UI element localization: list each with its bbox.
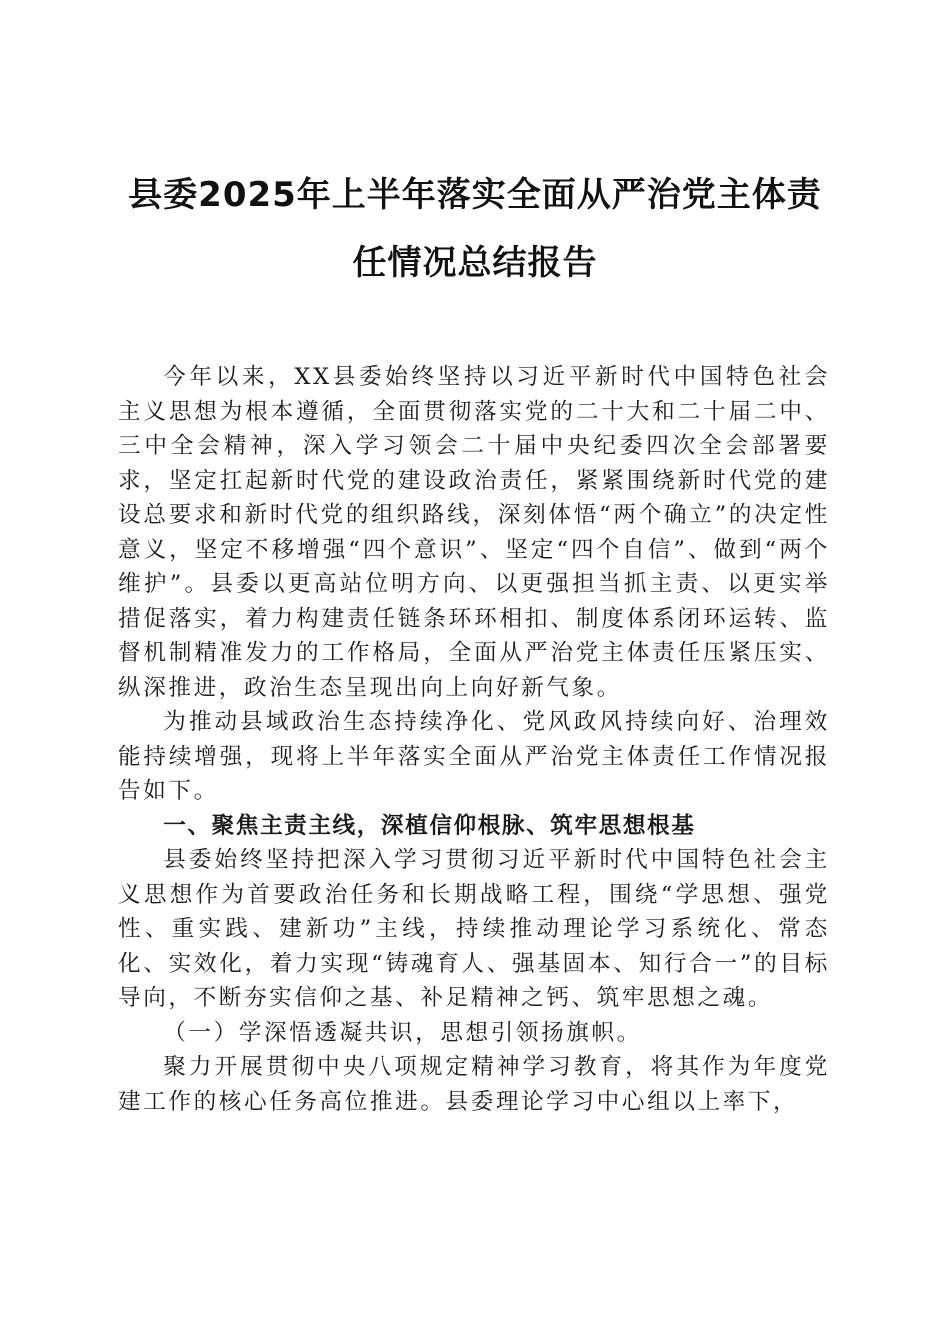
purpose-paragraph: 为推动县域政治生态持续净化、党风政风持续向好、治理效能持续增强，现将上半年落实全面从严治党主体责任工作情况报告如下。 [118, 709, 830, 804]
document-title-line-1: 县委2025年上半年落实全面从严治党主体责 [128, 175, 822, 215]
subsection-paragraph: 聚力开展贯彻中央八项规定精神学习教育，将其作为年度党建工作的核心任务高位推进。县委理论学习中心组以上率下， [118, 1054, 830, 1115]
section-paragraph: 县委始终坚持把深入学习贯彻习近平新时代中国特色社会主义思想作为首要政治任务和长期战略工程，围绕“学思想、强党性、重实践、建新功”主线，持续推动理论学习系统化、常态化、实效化，着力实现“铸魂育人、强基固本、知行合一”的目标导向，不断夯实信仰之基、补足精神之钙、筑牢思想之魂。 [118, 847, 830, 1011]
subsection-heading: （一）学深悟透凝共识，思想引领扬旗帜。 [163, 1019, 642, 1046]
document-body [118, 360, 830, 1119]
intro-paragraph: 今年以来，XX县委始终坚持以习近平新时代中国特色社会主义思想为根本遵循，全面贯彻落实党的二十大和二十届二中、三中全会精神，深入学习领会二十届中央纪委四次全会部署要求，坚定扛起新时代党的建设政治责任，紧紧围绕新时代党的建设总要求和新时代党的组织路线，深刻体悟“两个确立”的决定性意义，坚定不移增强“四个意识”、坚定“四个自信”、做到“两个维护”。县委以更高站位明方向、以更强担当抓主责、以更实举措促落实，着力构建责任链条环环相扣、制度体系闭环运转、监督机制精准发力的工作格局，全面从严治党主体责任压紧压实、纵深推进，政治生态呈现出向上向好新气象。 [118, 364, 830, 701]
section-heading: 一、聚焦主责主线，深植信仰根脉、筑牢思想根基 [163, 812, 696, 839]
document-title-line-2: 任情况总结报告 [352, 243, 598, 283]
